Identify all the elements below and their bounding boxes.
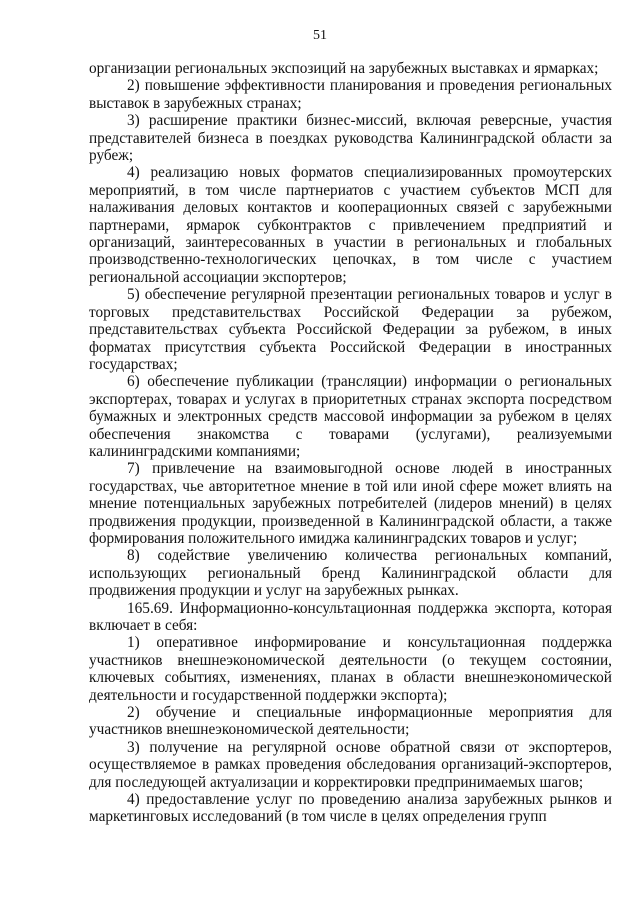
paragraph: 4) реализацию новых форматов специализированных промоутерских мероприятий, в том числе партнериатов с участием субъектов МСП для налаживания деловых контактов и кооперационных связей с зарубежными партнерами, ярмарок субконтрактов с привлечением предприятий и организаций, заинтересованных в участии в региональных и глобальных производственно-технологических цепочках, в том числе с участием региональной ассоциации экспортеров; — [89, 164, 612, 286]
paragraph: 2) обучение и специальные информационные мероприятия для участников внешнеэкономической деятельности; — [89, 704, 612, 739]
paragraph: организации региональных экспозиций на зарубежных выставках и ярмарках; — [89, 60, 599, 77]
paragraph: 3) получение на регулярной основе обратной связи от экспортеров, осуществляемое в рамках проведения обследования организаций-экспортеров, для последующей актуализации и корректировки предпринимаемых шагов; — [89, 738, 612, 791]
paragraph: 8) содействие увеличению количества региональных компаний, использующих региональный бренд Калининградской области для продвижения продукции и услуг на зарубежных рынках. — [89, 547, 612, 600]
paragraph: 6) обеспечение публикации (трансляции) информации о региональных экспортерах, товарах и услугах в приоритетных странах экспорта посредством бумажных и электронных средств массовой информации за рубежом в целях обеспечения знакомства с товарами (услугами), реализуемыми калининградскими компаниями; — [89, 373, 612, 460]
paragraph: 165.69. Информационно-консультационная поддержка экспорта, которая включает в себя: — [89, 599, 612, 634]
page-number: 51 — [313, 28, 327, 43]
body-text — [89, 60, 612, 826]
paragraph: 7) привлечение на взаимовыгодной основе людей в иностранных государствах, чье авторитетное мнение в той или иной сфере может влиять на мнение потенциальных зарубежных потребителей (лидеров мнений) в целях продвижения продукции, произведенной в Калининградской области, а также формирования положительного имиджа калининградских товаров и услуг; — [89, 460, 612, 547]
paragraph: 5) обеспечение регулярной презентации региональных товаров и услуг в торговых представительствах Российской Федерации за рубежом, представительствах субъекта Российской Федерации за рубежом, в иных форматах присутствия субъекта Российской Федерации в иностранных государствах; — [89, 286, 612, 373]
paragraph: 1) оперативное информирование и консультационная поддержка участников внешнеэкономической деятельности (о текущем состоянии, ключевых событиях, изменениях, планах в области внешнеэкономической деятельности и государственной поддержки экспорта); — [89, 634, 612, 704]
paragraph: 4) предоставление услуг по проведению анализа зарубежных рынков и маркетинговых исследований (в том числе в целях определения групп — [89, 791, 612, 826]
paragraph: 3) расширение практики бизнес-миссий, включая реверсные, участия представителей бизнеса в поездках руководства Калининградской области за рубеж; — [89, 112, 612, 165]
paragraph: 2) повышение эффективности планирования и проведения региональных выставок в зарубежных странах; — [89, 77, 612, 112]
